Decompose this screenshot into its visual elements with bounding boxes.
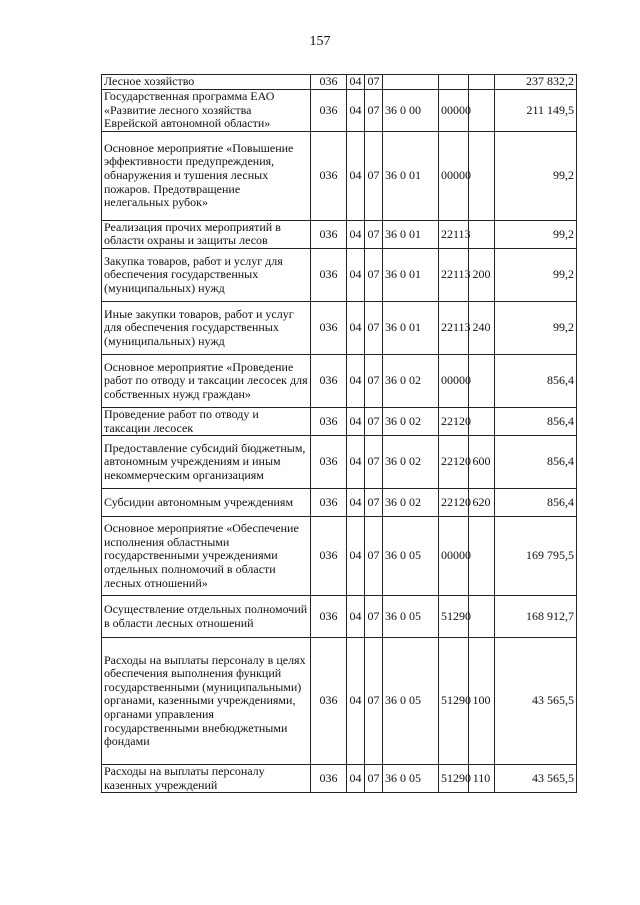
ministry-code: 036 <box>311 131 347 220</box>
target-article: 36 0 05 <box>383 765 439 793</box>
table-row <box>102 407 577 435</box>
expense-direction: 22120 <box>439 436 469 489</box>
expense-direction: 00000 <box>439 354 469 407</box>
expense-type <box>469 517 495 596</box>
section-code: 04 <box>347 489 365 517</box>
table-row <box>102 301 577 354</box>
expense-direction: 22120 <box>439 407 469 435</box>
table-row <box>102 596 577 638</box>
amount: 856,4 <box>495 407 577 435</box>
section-code: 04 <box>347 596 365 638</box>
table-row <box>102 489 577 517</box>
table-row <box>102 436 577 489</box>
expense-direction: 51290 <box>439 596 469 638</box>
target-article: 36 0 01 <box>383 301 439 354</box>
expense-type: 110 <box>469 765 495 793</box>
amount: 99,2 <box>495 131 577 220</box>
subsection-code: 07 <box>365 489 383 517</box>
row-name: Предоставление субсидий бюджетным, автономным учреждениям и иным некоммерческим организациям <box>102 436 311 489</box>
expense-type: 240 <box>469 301 495 354</box>
section-code: 04 <box>347 131 365 220</box>
target-article <box>383 75 439 90</box>
amount: 856,4 <box>495 489 577 517</box>
section-code: 04 <box>347 407 365 435</box>
page-number: 157 <box>309 34 331 49</box>
expense-direction: 00000 <box>439 90 469 132</box>
section-code: 04 <box>347 517 365 596</box>
section-code: 04 <box>347 301 365 354</box>
expense-direction: 00000 <box>439 517 469 596</box>
target-article: 36 0 05 <box>383 638 439 765</box>
amount: 99,2 <box>495 248 577 301</box>
subsection-code: 07 <box>365 407 383 435</box>
section-code: 04 <box>347 75 365 90</box>
row-name: Иные закупки товаров, работ и услуг для обеспечения государственных (муниципальных) нужд <box>102 301 311 354</box>
row-name: Расходы на выплаты персоналу казенных учреждений <box>102 765 311 793</box>
target-article: 36 0 01 <box>383 131 439 220</box>
row-name: Закупка товаров, работ и услуг для обеспечения государственных (муниципальных) нужд <box>102 248 311 301</box>
subsection-code: 07 <box>365 517 383 596</box>
expense-type <box>469 90 495 132</box>
subsection-code: 07 <box>365 765 383 793</box>
expense-type: 620 <box>469 489 495 517</box>
subsection-code: 07 <box>365 596 383 638</box>
ministry-code: 036 <box>311 436 347 489</box>
ministry-code: 036 <box>311 301 347 354</box>
expense-direction: 00000 <box>439 131 469 220</box>
table-row <box>102 131 577 220</box>
table-row <box>102 354 577 407</box>
row-name: Лесное хозяйство <box>102 75 311 90</box>
table-row <box>102 220 577 248</box>
target-article: 36 0 02 <box>383 436 439 489</box>
expense-type: 200 <box>469 248 495 301</box>
ministry-code: 036 <box>311 596 347 638</box>
target-article: 36 0 02 <box>383 407 439 435</box>
subsection-code: 07 <box>365 638 383 765</box>
ministry-code: 036 <box>311 220 347 248</box>
expense-direction: 22120 <box>439 489 469 517</box>
ministry-code: 036 <box>311 354 347 407</box>
section-code: 04 <box>347 248 365 301</box>
target-article: 36 0 05 <box>383 517 439 596</box>
expense-direction <box>439 75 469 90</box>
section-code: 04 <box>347 220 365 248</box>
expense-direction: 22113 <box>439 248 469 301</box>
expense-direction: 51290 <box>439 638 469 765</box>
amount: 43 565,5 <box>495 765 577 793</box>
amount: 169 795,5 <box>495 517 577 596</box>
row-name: Субсидии автономным учреждениям <box>102 489 311 517</box>
section-code: 04 <box>347 90 365 132</box>
subsection-code: 07 <box>365 248 383 301</box>
expense-type <box>469 407 495 435</box>
target-article: 36 0 01 <box>383 248 439 301</box>
section-code: 04 <box>347 354 365 407</box>
row-name: Проведение работ по отводу и таксации лесосек <box>102 407 311 435</box>
amount: 237 832,2 <box>495 75 577 90</box>
budget-table-body <box>102 75 577 793</box>
row-name: Расходы на выплаты персоналу в целях обеспечения выполнения функций государственными (муниципальными) органами, казенными учреждениями, органами управления государственными внебюджетными фондами <box>102 638 311 765</box>
row-name: Государственная программа ЕАО «Развитие лесного хозяйства Еврейской автономной области» <box>102 90 311 132</box>
target-article: 36 0 00 <box>383 90 439 132</box>
expense-direction: 22113 <box>439 220 469 248</box>
subsection-code: 07 <box>365 90 383 132</box>
amount: 856,4 <box>495 354 577 407</box>
ministry-code: 036 <box>311 90 347 132</box>
subsection-code: 07 <box>365 75 383 90</box>
budget-table <box>101 74 577 793</box>
target-article: 36 0 02 <box>383 354 439 407</box>
row-name: Основное мероприятие «Обеспечение исполнения областными государственными учреждениями отдельных полномочий в области лесных отношений» <box>102 517 311 596</box>
subsection-code: 07 <box>365 354 383 407</box>
table-row <box>102 90 577 132</box>
amount: 99,2 <box>495 220 577 248</box>
ministry-code: 036 <box>311 407 347 435</box>
row-name: Основное мероприятие «Повышение эффективности предупреждения, обнаружения и тушения лесных пожаров. Предотвращение нелегальных рубок» <box>102 131 311 220</box>
ministry-code: 036 <box>311 638 347 765</box>
subsection-code: 07 <box>365 301 383 354</box>
expense-type <box>469 75 495 90</box>
row-name: Осуществление отдельных полномочий в области лесных отношений <box>102 596 311 638</box>
section-code: 04 <box>347 638 365 765</box>
amount: 168 912,7 <box>495 596 577 638</box>
expense-direction: 51290 <box>439 765 469 793</box>
ministry-code: 036 <box>311 75 347 90</box>
amount: 43 565,5 <box>495 638 577 765</box>
ministry-code: 036 <box>311 517 347 596</box>
expense-type: 100 <box>469 638 495 765</box>
expense-type <box>469 220 495 248</box>
section-code: 04 <box>347 765 365 793</box>
ministry-code: 036 <box>311 248 347 301</box>
target-article: 36 0 01 <box>383 220 439 248</box>
expense-type <box>469 354 495 407</box>
row-name: Основное мероприятие «Проведение работ по отводу и таксации лесосек для собственных нужд граждан» <box>102 354 311 407</box>
target-article: 36 0 05 <box>383 596 439 638</box>
expense-type: 600 <box>469 436 495 489</box>
expense-type <box>469 596 495 638</box>
subsection-code: 07 <box>365 220 383 248</box>
table-row <box>102 248 577 301</box>
amount: 856,4 <box>495 436 577 489</box>
amount: 211 149,5 <box>495 90 577 132</box>
subsection-code: 07 <box>365 436 383 489</box>
target-article: 36 0 02 <box>383 489 439 517</box>
subsection-code: 07 <box>365 131 383 220</box>
amount: 99,2 <box>495 301 577 354</box>
expense-direction: 22113 <box>439 301 469 354</box>
table-row <box>102 517 577 596</box>
expense-type <box>469 131 495 220</box>
table-row <box>102 765 577 793</box>
row-name: Реализация прочих мероприятий в области охраны и защиты лесов <box>102 220 311 248</box>
table-row <box>102 75 577 90</box>
table-row <box>102 638 577 765</box>
section-code: 04 <box>347 436 365 489</box>
ministry-code: 036 <box>311 765 347 793</box>
ministry-code: 036 <box>311 489 347 517</box>
